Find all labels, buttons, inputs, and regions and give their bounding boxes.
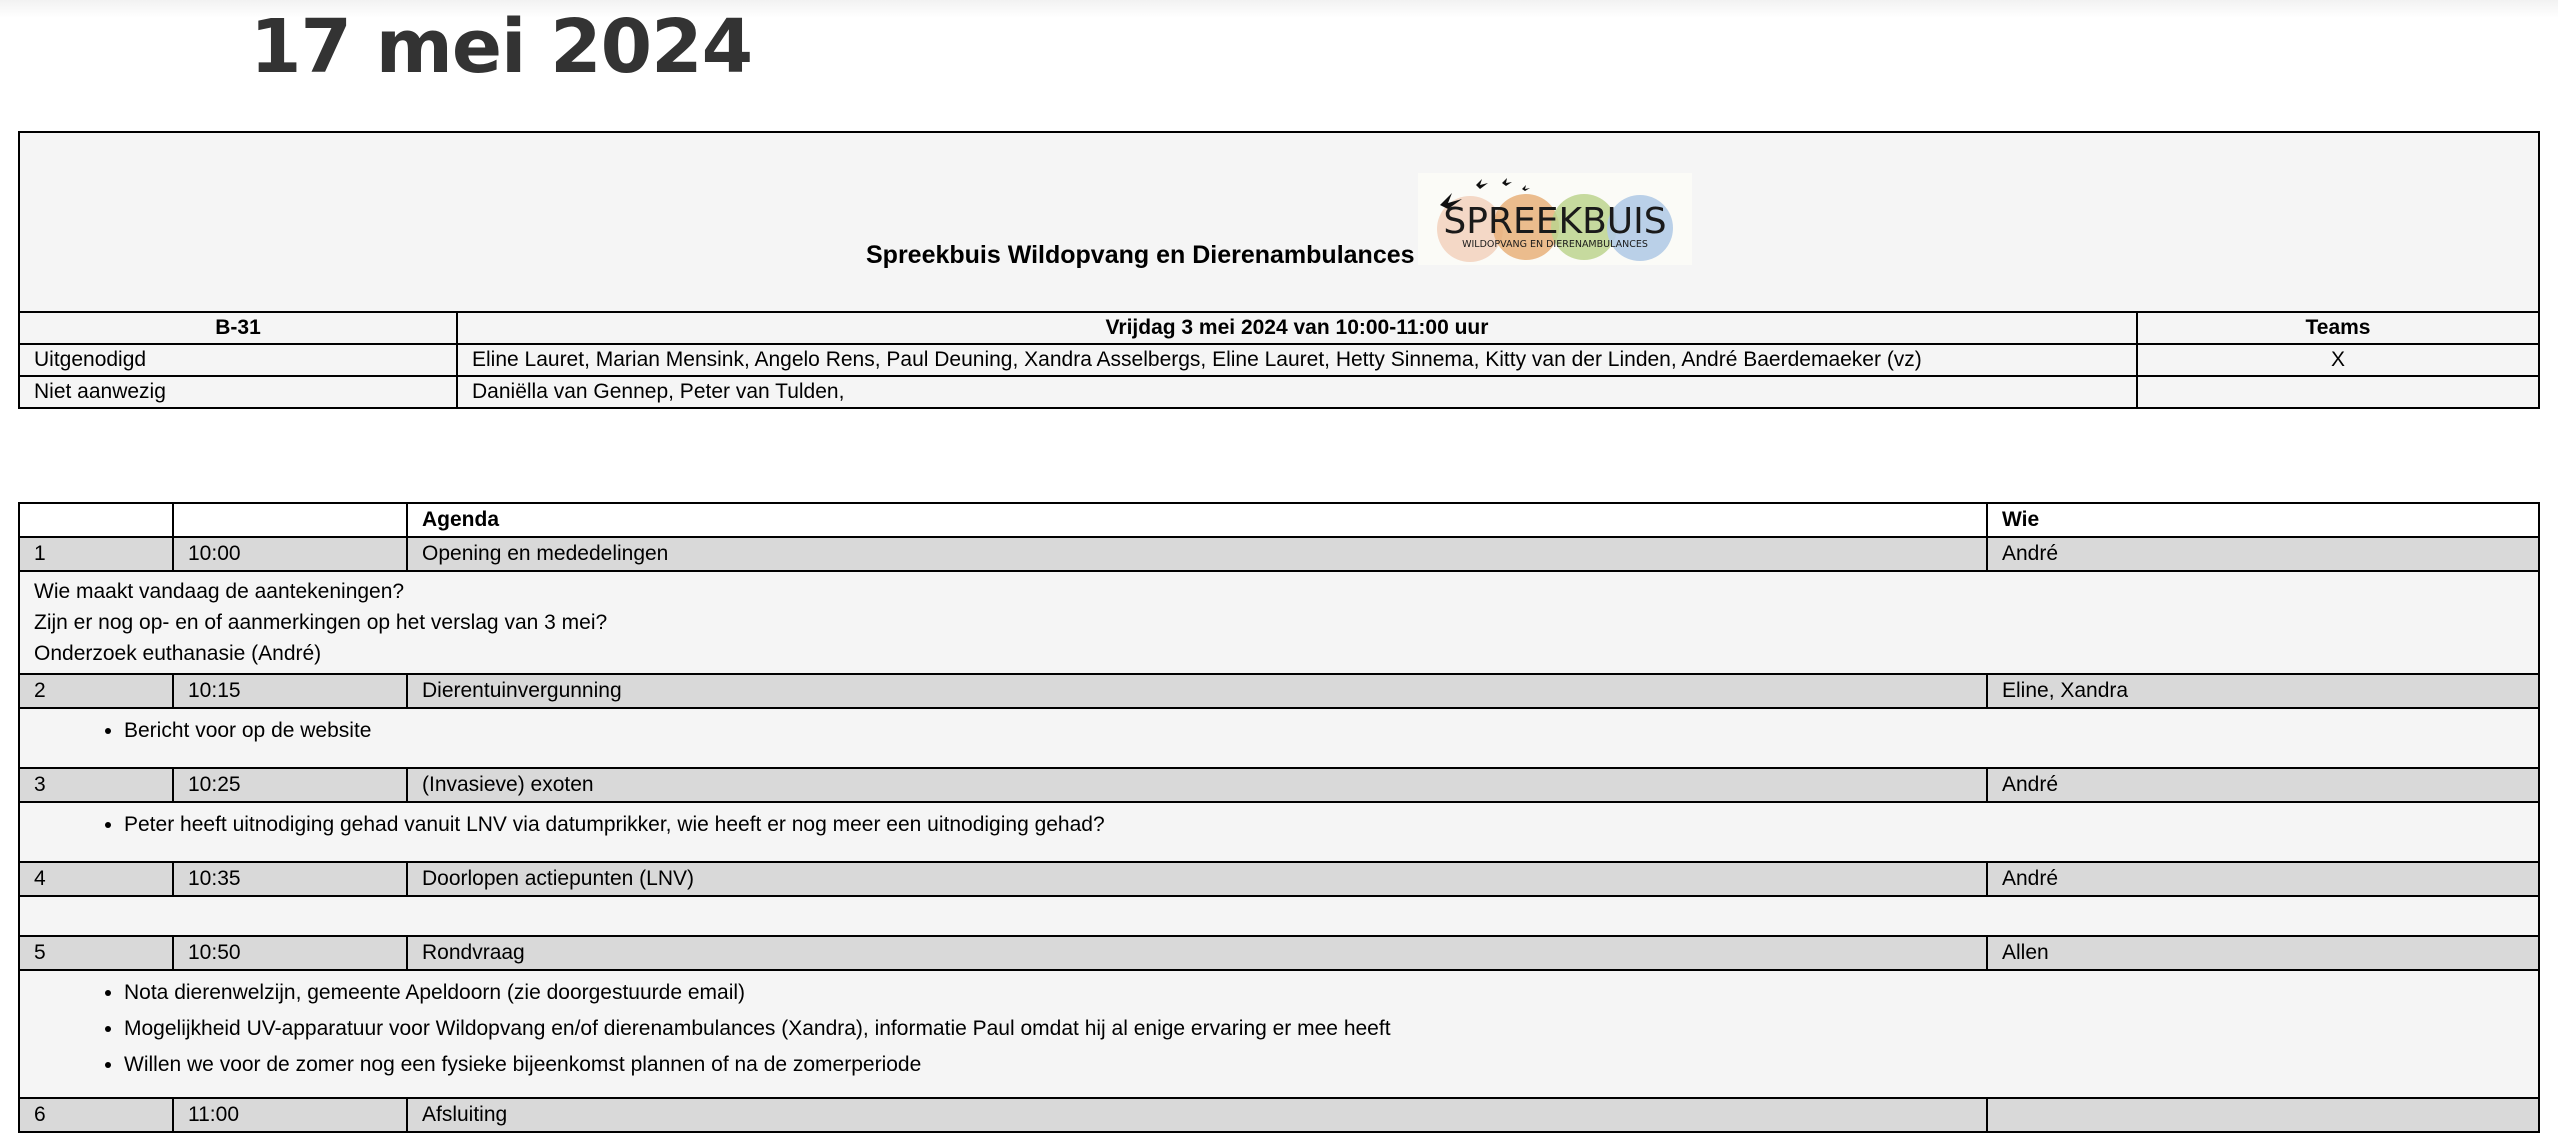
meeting-header-table — [18, 131, 2540, 409]
note-line: Wie maakt vandaag de aantekeningen? — [34, 580, 405, 603]
note-bullet: • Willen we voor de zomer nog een fysieke bijeenkomst plannen of na de zomerperiode — [124, 1047, 2524, 1083]
logo-tagline: WILDOPVANG EN DIERENAMBULANCES — [1462, 239, 1648, 250]
absent-list: Daniëlla van Gennep, Peter van Tulden, — [457, 376, 2137, 408]
absent-teams — [2137, 376, 2539, 408]
item-time: 11:00 — [173, 1098, 407, 1132]
header-title-cell — [19, 132, 2539, 312]
invited-teams: X — [2137, 344, 2539, 376]
item-topic: (Invasieve) exoten — [407, 768, 1987, 802]
page-title: 17 mei 2024 — [250, 4, 753, 90]
agenda-item-row — [19, 862, 2539, 896]
logo-word: SPREEKBUIS — [1443, 201, 1667, 242]
note-bullet: • Mogelijkheid UV-apparatuur voor Wildopvang en/of dierenambulances (Xandra), informatie Paul omdat hij al enige ervaring er mee heeft — [124, 1011, 2524, 1047]
note-bullet: • Nota dierenwelzijn, gemeente Apeldoorn (zie doorgestuurde email) — [124, 975, 2524, 1011]
agenda-table — [18, 502, 2540, 1133]
agenda-notes-row — [19, 896, 2539, 936]
location-cell: Teams — [2137, 312, 2539, 344]
item-number: 2 — [19, 674, 173, 708]
item-number: 5 — [19, 936, 173, 970]
item-who: Eline, Xandra — [1987, 674, 2539, 708]
who-column-header: Wie — [1987, 503, 2539, 537]
invited-label: Uitgenodigd — [19, 344, 457, 376]
agenda-header-row — [19, 503, 2539, 537]
item-topic: Rondvraag — [407, 936, 1987, 970]
item-who: André — [1987, 537, 2539, 571]
item-who: André — [1987, 862, 2539, 896]
note-line: Onderzoek euthanasie (André) — [34, 642, 322, 665]
item-who: Allen — [1987, 936, 2539, 970]
spreekbuis-logo — [1418, 173, 1692, 265]
agenda-column-header: Agenda — [407, 503, 1987, 537]
item-who — [1987, 1098, 2539, 1132]
item-time: 10:25 — [173, 768, 407, 802]
agenda-item-row — [19, 537, 2539, 571]
item-topic: Doorlopen actiepunten (LNV) — [407, 862, 1987, 896]
agenda-notes-row — [19, 970, 2539, 1098]
item-number: 4 — [19, 862, 173, 896]
item-time: 10:00 — [173, 537, 407, 571]
note-bullet: • Peter heeft uitnodiging gehad vanuit LNV via datumprikker, wie heeft er nog meer een uitnodiging gehad? — [124, 807, 2524, 843]
note-line: Zijn er nog op- en of aanmerkingen op het verslag van 3 mei? — [34, 611, 608, 634]
agenda-item-row — [19, 1098, 2539, 1132]
agenda-item-row — [19, 936, 2539, 970]
agenda-notes-row — [19, 708, 2539, 768]
item-time: 10:35 — [173, 862, 407, 896]
item-number: 1 — [19, 537, 173, 571]
item-topic: Dierentuinvergunning — [407, 674, 1987, 708]
item-topic: Afsluiting — [407, 1098, 1987, 1132]
agenda-notes-row — [19, 802, 2539, 862]
meeting-title: Spreekbuis Wildopvang en Dierenambulances — [866, 241, 1415, 269]
agenda-notes-row — [19, 571, 2539, 674]
item-who: André — [1987, 768, 2539, 802]
room-cell: B-31 — [19, 312, 457, 344]
invited-list: Eline Lauret, Marian Mensink, Angelo Rens, Paul Deuning, Xandra Asselbergs, Eline Lauret, Hetty Sinnema, Kitty van der Linden, André Baerdemaeker (vz) — [457, 344, 2137, 376]
item-time: 10:15 — [173, 674, 407, 708]
item-time: 10:50 — [173, 936, 407, 970]
absent-label: Niet aanwezig — [19, 376, 457, 408]
datetime-cell: Vrijdag 3 mei 2024 van 10:00-11:00 uur — [457, 312, 2137, 344]
agenda-item-row — [19, 674, 2539, 708]
agenda-item-row — [19, 768, 2539, 802]
note-bullet: • Bericht voor op de website — [124, 713, 2524, 749]
item-number: 6 — [19, 1098, 173, 1132]
item-topic: Opening en mededelingen — [407, 537, 1987, 571]
item-number: 3 — [19, 768, 173, 802]
